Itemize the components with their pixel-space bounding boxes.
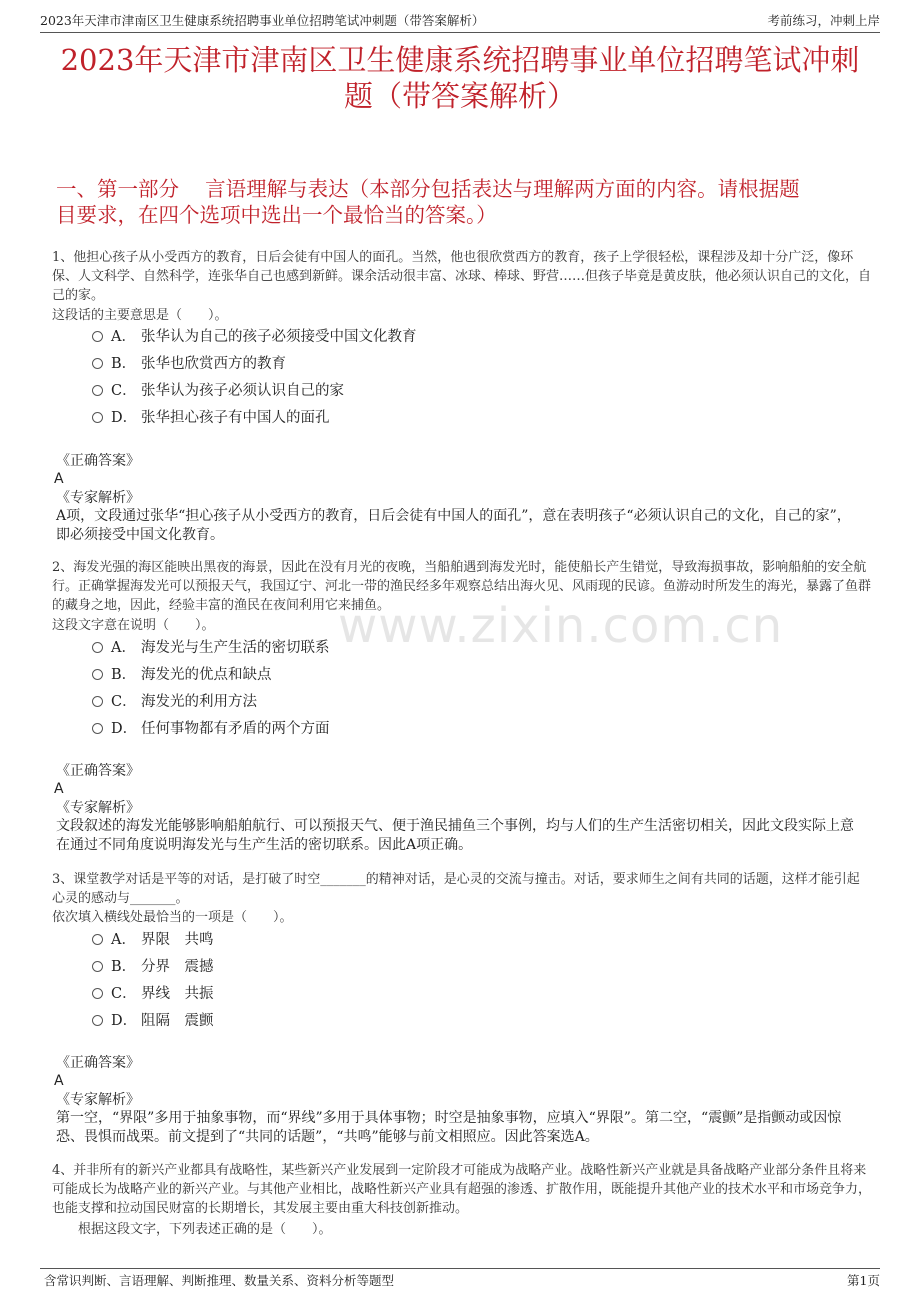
question-1-option-a[interactable]: A． 张华认为自己的孩子必须接受中国文化教育 — [92, 327, 417, 347]
question-1-option-d[interactable]: D． 张华担心孩子有中国人的面孔 — [92, 408, 330, 428]
watermark: www.zixin.com.cn — [338, 598, 784, 654]
header-document-title: 2023年天津市津南区卫生健康系统招聘事业单位招聘笔试冲刺题（带答案解析） — [40, 13, 485, 28]
question-3-answer-label: 《正确答案》 — [56, 1055, 140, 1071]
radio-icon[interactable] — [92, 934, 103, 945]
radio-icon[interactable] — [92, 988, 103, 999]
radio-icon[interactable] — [92, 331, 103, 342]
question-4-stem: 4、并非所有的新兴产业都具有战略性，某些新兴产业发展到一定阶段才可能成为战略产业。战略性新兴产业就是具备战略产业部分条件且将来可能成长为战略产业的新兴产业。与其他产业相比，战略性新兴产业具有超强的渗透、扩散作用，既能提升其他产业的技术水平和市场竞争力，也能支撑和拉动国民财富的长期增长，其发展主要由重大科技创新推动。 — [52, 1163, 872, 1216]
question-1-answer: A — [54, 471, 64, 487]
radio-icon[interactable] — [92, 642, 103, 653]
section-heading — [56, 176, 864, 228]
question-1-option-b[interactable]: B． 张华也欣赏西方的教育 — [92, 354, 286, 374]
title-line-2: 题（带答案解析） — [343, 79, 576, 113]
question-2-option-b[interactable]: B． 海发光的优点和缺点 — [92, 665, 272, 685]
question-3-option-d[interactable]: D． 阻隔 震颤 — [92, 1011, 214, 1031]
question-3-analysis-label: 《专家解析》 — [56, 1092, 140, 1108]
question-3-analysis: 第一空，“界限”多用于抽象事物，而“界线”多用于具体事物；时空是抽象事物，应填入“界限”。第二空，“震颤”是指颤动或因惊恐、畏惧而战栗。前文提到了“共同的话题”，“共鸣”能够与前文相照应。因此答案选A。 — [56, 1110, 842, 1145]
radio-icon[interactable] — [92, 412, 103, 423]
question-2-answer-label: 《正确答案》 — [56, 763, 140, 779]
question-1-prompt: 这段话的主要意思是（ ）。 — [52, 308, 228, 323]
question-3-stem: 3、课堂教学对话是平等的对话，是打破了时空_______的精神对话，是心灵的交流与撞击。对话，要求师生之间有共同的话题，这样才能引起心灵的感动与_______。 — [52, 872, 860, 906]
question-2-analysis: 文段叙述的海发光能够影响船舶航行、可以预报天气、便于渔民捕鱼三个事例，均与人们的生产生活密切相关，因此文段实际上意在通过不同角度说明海发光与生产生活的密切联系。因此A项正确。 — [56, 818, 854, 853]
section-heading-line-1: 一、第一部分 言语理解与表达（本部分包括表达与理解两方面的内容。请根据题 — [56, 177, 800, 201]
header-slogan: 考前练习，冲刺上岸 — [767, 13, 880, 28]
question-1-analysis-label: 《专家解析》 — [56, 490, 140, 506]
question-1-analysis: A项，文段通过张华“担心孩子从小受西方的教育，日后会徒有中国人的面孔”，意在表明孩子“必须认识自己的文化，自己的家”，即必须接受中国文化教育。 — [56, 508, 851, 543]
radio-icon[interactable] — [92, 961, 103, 972]
radio-icon[interactable] — [92, 1015, 103, 1026]
title-line-1: 2023年天津市津南区卫生健康系统招聘事业单位招聘笔试冲刺 — [60, 43, 860, 77]
page-header — [40, 12, 880, 33]
question-2-stem: 2、海发光强的海区能映出黑夜的海景，因此在没有月光的夜晚，当船舶遇到海发光时，能使船长产生错觉，导致海损事故，影响船舶的安全航行。正确掌握海发光可以预报天气，我国辽宁、河北一带的渔民经多年观察总结出海火见、风雨现的民谚。鱼游动时所发生的海光，暴露了鱼群的藏身之地，因此，经验丰富的渔民在夜间利用它来捕鱼。 — [52, 560, 872, 613]
section-heading-line-2: 目要求，在四个选项中选出一个最恰当的答案。） — [56, 203, 497, 227]
document-title — [40, 42, 880, 114]
question-2-option-d[interactable]: D． 任何事物都有矛盾的两个方面 — [92, 719, 330, 739]
question-2-analysis-label: 《专家解析》 — [56, 800, 140, 816]
radio-icon[interactable] — [92, 358, 103, 369]
question-3-option-a[interactable]: A． 界限 共鸣 — [92, 930, 214, 950]
question-3-answer: A — [54, 1073, 64, 1089]
question-3-option-c[interactable]: C． 界线 共振 — [92, 984, 214, 1004]
question-2-option-a[interactable]: A． 海发光与生产生活的密切联系 — [92, 638, 330, 658]
question-3-prompt: 依次填入横线处最恰当的一项是（ ）。 — [52, 910, 293, 925]
question-1-stem: 1、他担心孩子从小受西方的教育，日后会徒有中国人的面孔。当然，他也很欣赏西方的教育，孩子上学很轻松，课程涉及却十分广泛，像环保、人文科学、自然科学，连张华自己也感到新鲜。课余活动很丰富、冰球、棒球、野营……但孩子毕竟是黄皮肤，他必须认识自己的文化，自己的家。 — [52, 250, 872, 303]
question-3-option-b[interactable]: B． 分界 震撼 — [92, 957, 214, 977]
question-2-answer: A — [54, 781, 64, 797]
question-1-option-c[interactable]: C． 张华认为孩子必须认识自己的家 — [92, 381, 344, 401]
radio-icon[interactable] — [92, 385, 103, 396]
footer-description: 含常识判断、言语理解、判断推理、数量关系、资料分析等题型 — [44, 1273, 395, 1288]
page-number: 第1页 — [847, 1273, 880, 1288]
radio-icon[interactable] — [92, 669, 103, 680]
question-1-answer-label: 《正确答案》 — [56, 453, 140, 469]
radio-icon[interactable] — [92, 723, 103, 734]
page-footer — [40, 1268, 880, 1291]
question-2-option-c[interactable]: C． 海发光的利用方法 — [92, 692, 257, 712]
question-2-prompt: 这段文字意在说明（ ）。 — [52, 618, 215, 633]
radio-icon[interactable] — [92, 696, 103, 707]
question-4-prompt: 根据这段文字，下列表述正确的是（ ）。 — [78, 1222, 332, 1237]
